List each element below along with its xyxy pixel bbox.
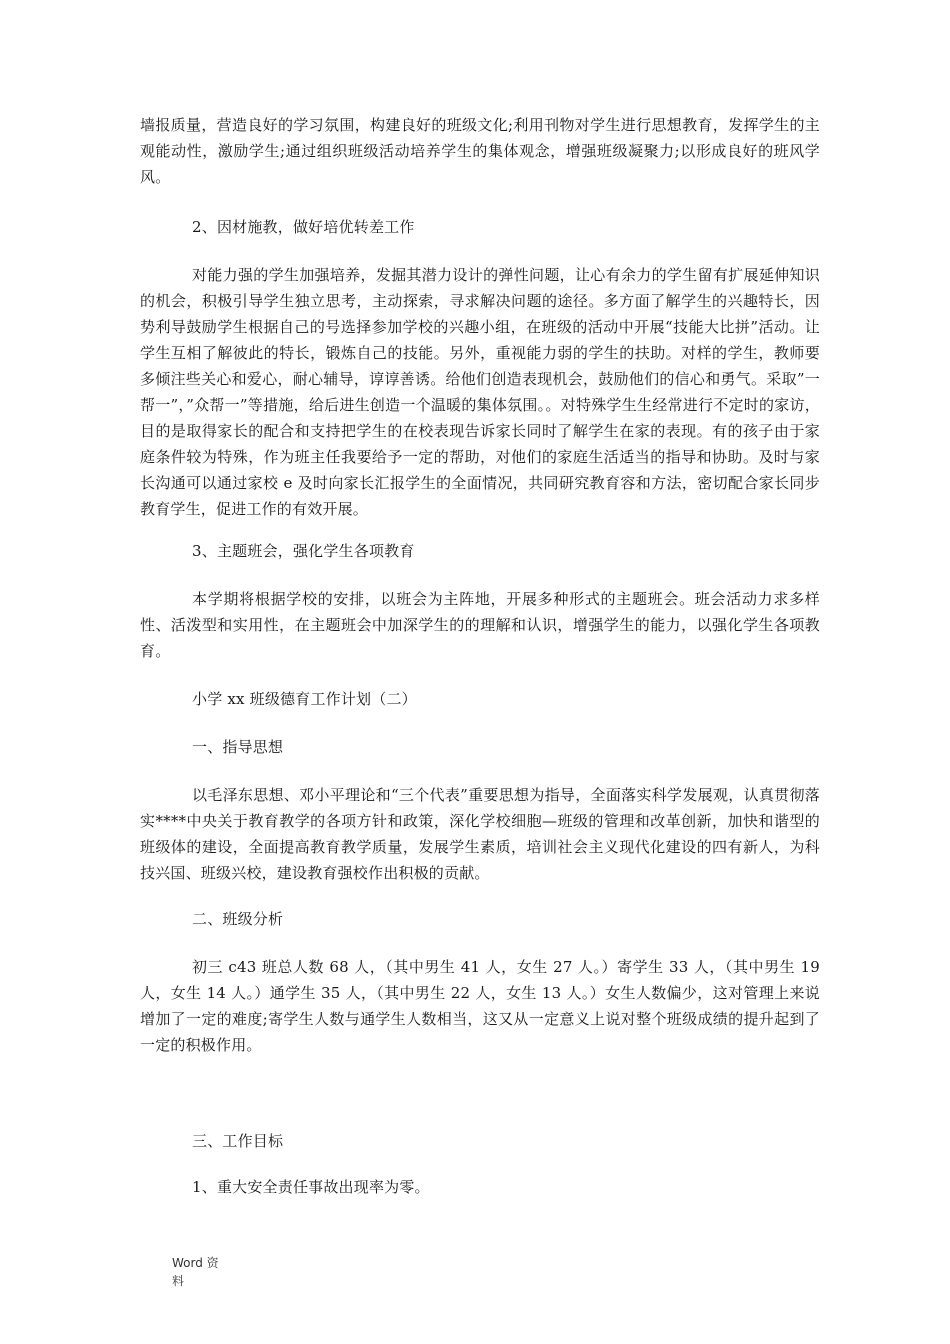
section-work-goals-title: 三、工作目标 [192, 1132, 284, 1150]
goal-item-1: 1、重大安全责任事故出现率为零。 [192, 1178, 430, 1196]
section-class-analysis-title: 二、班级分析 [192, 910, 284, 928]
heading-theme-class-meeting: 3、主题班会，强化学生各项教育 [192, 542, 415, 560]
footer-line-2: 料 [172, 1274, 185, 1288]
section-guiding-thought-title: 一、指导思想 [192, 738, 284, 756]
page-footer [172, 1254, 232, 1290]
section-guiding-thought-body: 以毛泽东思想、邓小平理论和“三个代表”重要思想为指导，全面落实科学发展观，认真贯彻落实****中央关于教育教学的各项方针和政策，深化学校细胞—班级的管理和改革创新，加快和谐型的班级体的建设，全面提高教育教学质量，发展学生素质，培训社会主义现代化建设的四有新人，为科技兴国、班级兴校，建设教育强校作出积极的贡献。 [140, 786, 820, 882]
heading-individualized-teaching: 2、因材施教，做好培优转差工作 [192, 218, 415, 236]
paragraph-theme-class-meeting: 本学期将根据学校的安排，以班会为主阵地，开展多种形式的主题班会。班会活动力求多样性、活泼型和实用性，在主题班会中加深学生的的理解和认识，增强学生的能力，以强化学生各项教育。 [140, 590, 820, 660]
paragraph-class-culture: 墙报质量，营造良好的学习氛围，构建良好的班级文化;利用刊物对学生进行思想教育，发挥学生的主观能动性，激励学生;通过组织班级活动培养学生的集体观念，增强班级凝聚力;以形成良好的班风学风。 [140, 116, 820, 186]
section-class-analysis-body: 初三 c43 班总人数 68 人，（其中男生 41 人，女生 27 人。）寄学生 33 人，（其中男生 19 人，女生 14 人。）通学生 35 人，（其中男生 22 人，女生 13 人。）女生人数偏少，这对管理上来说增加了一定的难度;寄学生人数与通学生人数相当，这又从一定意义上说对整个班级成绩的提升起到了一定的积极作用。 [140, 958, 820, 1054]
plan-title: 小学 xx 班级德育工作计划（二） [192, 690, 417, 708]
paragraph-individualized-teaching: 对能力强的学生加强培养，发掘其潜力设计的弹性问题，让心有余力的学生留有扩展延伸知识的机会，积极引导学生独立思考，主动探索，寻求解决问题的途径。多方面了解学生的兴趣特长，因势利导鼓励学生根据自己的号选择参加学校的兴趣小组，在班级的活动中开展“技能大比拼”活动。让学生互相了解彼此的特长，锻炼自己的技能。另外，重视能力弱的学生的扶助。对样的学生，教师要多倾注些关心和爱心，耐心辅导，谆谆善诱。给他们创造表现机会，鼓励他们的信心和勇气。采取”一帮一”，”众帮一”等措施，给后进生创造一个温暖的集体氛围。。对特殊学生生经常进行不定时的家访，目的是取得家长的配合和支持把学生的在校表现告诉家长同时了解学生在家的表现。有的孩子由于家庭条件较为特殊，作为班主任我要给予一定的帮助，对他们的家庭生活适当的指导和协助。及时与家长沟通可以通过家校 e 及时向家长汇报学生的全面情况，共同研究教育容和方法，密切配合家长同步教育学生，促进工作的有效开展。 [140, 266, 820, 518]
footer-line-1: Word 资 [172, 1256, 219, 1270]
